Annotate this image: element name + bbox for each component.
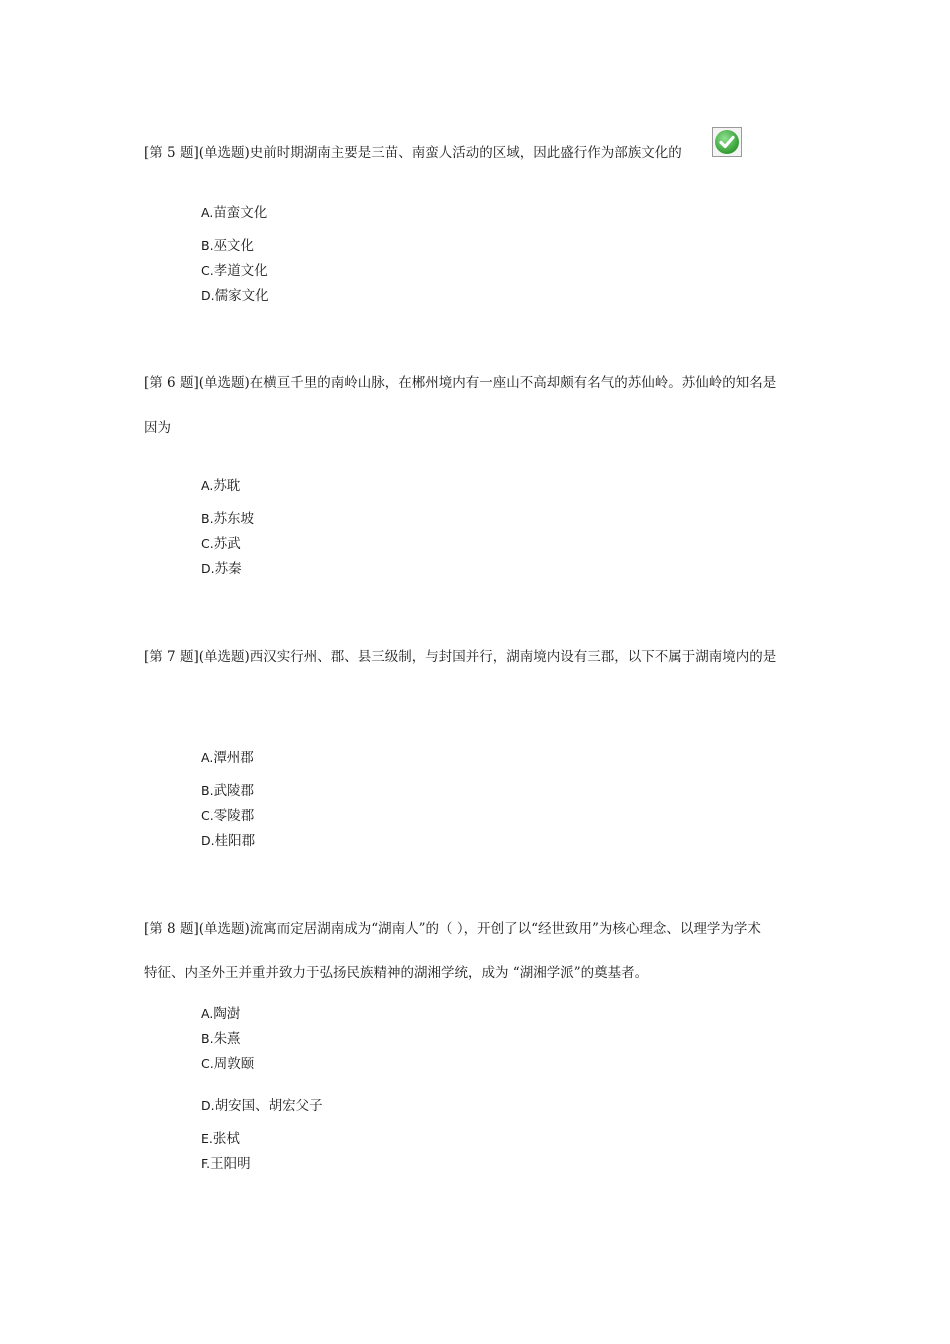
question-8-cont [144,963,824,983]
question-6-text-line1: [第 6 题](单选题)在横亘千里的南岭山脉，在郴州境内有一座山不高却颇有名气的苏仙岭。苏仙岭的知名是 [144,375,777,391]
question-6-cont [144,418,824,438]
question-6-option-c[interactable]: C.苏武 [201,536,241,552]
question-8-option-e[interactable]: E.张栻 [201,1131,240,1147]
question-5-option-c[interactable]: C.孝道文化 [201,263,268,279]
question-5-option-a[interactable]: A.苗蛮文化 [201,205,268,221]
question-8-option-a[interactable]: A.陶澍 [201,1006,241,1022]
green-checkmark-icon [712,127,742,157]
question-5-text: [第 5 题](单选题)史前时期湖南主要是三苗、南蛮人活动的区域，因此盛行作为部族文化的 [144,145,682,161]
question-5-option-b[interactable]: B.巫文化 [201,238,255,254]
question-6 [144,373,824,393]
question-8 [144,919,824,939]
question-7-option-d[interactable]: D.桂阳郡 [201,833,256,849]
question-5-option-d[interactable]: D.儒家文化 [201,288,269,304]
question-8-text-line1: [第 8 题](单选题)流寓而定居湖南成为“湖南人”的（ ），开创了以“经世致用”为核心理念、以理学为学术 [144,921,761,937]
question-8-option-b[interactable]: B.朱熹 [201,1031,241,1047]
question-7-option-c[interactable]: C.零陵郡 [201,808,255,824]
question-8-option-f[interactable]: F.王阳明 [201,1156,251,1172]
question-8-option-c[interactable]: C.周敦颐 [201,1056,255,1072]
question-6-option-a[interactable]: A.苏耽 [201,478,241,494]
question-6-option-d[interactable]: D.苏秦 [201,561,242,577]
question-7 [144,647,824,667]
question-7-option-b[interactable]: B.武陵郡 [201,783,255,799]
question-7-text: [第 7 题](单选题)西汉实行州、郡、县三级制，与封国并行，湖南境内设有三郡，以下不属于湖南境内的是 [144,649,777,665]
question-8-text-line2: 特征、内圣外王并重并致力于弘扬民族精神的湖湘学统，成为 “湖湘学派”的奠基者。 [144,965,649,981]
question-6-option-b[interactable]: B.苏东坡 [201,511,255,527]
question-6-text-line2: 因为 [144,420,171,436]
question-8-option-d[interactable]: D.胡安国、胡宏父子 [201,1098,323,1114]
question-7-option-a[interactable]: A.潭州郡 [201,750,254,766]
